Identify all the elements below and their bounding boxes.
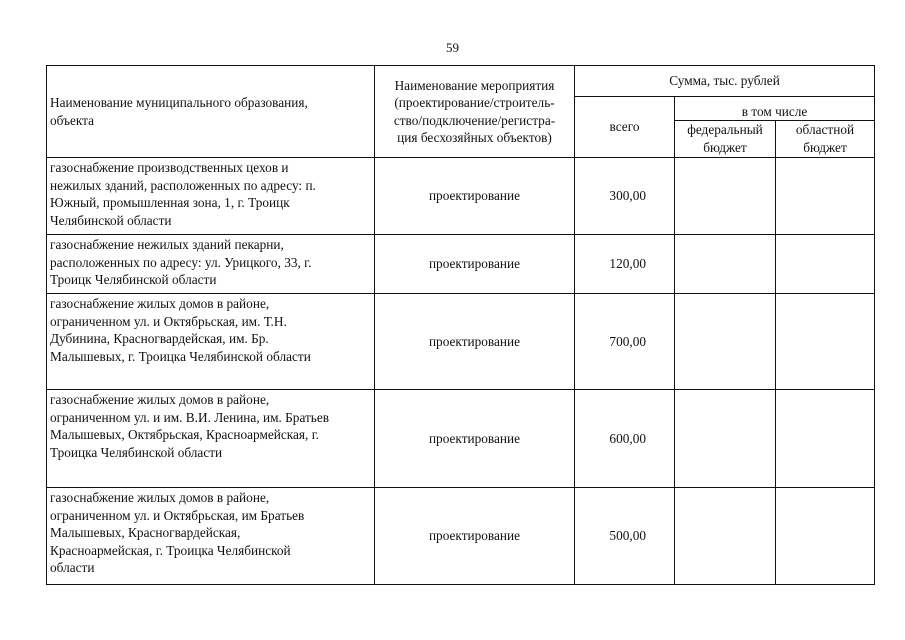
table-row (47, 390, 875, 488)
row-total: 500,00 (575, 488, 675, 585)
table-row (47, 158, 875, 235)
table-row (47, 488, 875, 585)
row-regional (776, 235, 875, 294)
row-federal (675, 158, 776, 235)
row-event: проектирование (375, 488, 575, 585)
row-object-name: газоснабжение жилых домов в районе, ограниченном ул. и Октябрьская, им Братьев Малышевых, Красногвардейская, Красноармейская, г. Троицка Челябинской области (47, 488, 375, 585)
header-total: всего (575, 97, 675, 158)
row-event: проектирование (375, 235, 575, 294)
row-object-name: газоснабжение производственных цехов и нежилых зданий, расположенных по адресу: п. Южный, промышленная зона, 1, г. Троицк Челябинской области (47, 158, 375, 235)
row-federal (675, 390, 776, 488)
row-event: проектирование (375, 390, 575, 488)
row-event: проектирование (375, 294, 575, 390)
row-object-name: газоснабжение жилых домов в районе, ограниченном ул. и Октябрьская, им. Т.Н. Дубинина, Красногвардейская, им. Бр. Малышевых, г. Троицка Челябинской области (47, 294, 375, 390)
row-total: 700,00 (575, 294, 675, 390)
row-object-name: газоснабжение жилых домов в районе, ограниченном ул. и им. В.И. Ленина, им. Братьев Малышевых, Октябрьская, Красноармейская, г. Троицка Челябинской области (47, 390, 375, 488)
row-federal (675, 235, 776, 294)
table-row (47, 294, 875, 390)
row-event: проектирование (375, 158, 575, 235)
row-object-name: газоснабжение нежилых зданий пекарни, расположенных по адресу: ул. Урицкого, 33, г. Троицк Челябинской области (47, 235, 375, 294)
row-total: 300,00 (575, 158, 675, 235)
row-total: 600,00 (575, 390, 675, 488)
row-federal (675, 294, 776, 390)
table-row (47, 235, 875, 294)
header-regional: областной бюджет (776, 121, 875, 158)
header-sum: Сумма, тыс. рублей (575, 66, 875, 97)
header-federal: федеральный бюджет (675, 121, 776, 158)
header-including: в том числе (675, 97, 875, 121)
row-regional (776, 158, 875, 235)
budget-table (46, 65, 875, 585)
page-number: 59 (446, 40, 459, 55)
row-federal (675, 488, 776, 585)
header-name: Наименование муниципального образования, объекта (47, 66, 375, 158)
row-regional (776, 390, 875, 488)
row-regional (776, 488, 875, 585)
row-total: 120,00 (575, 235, 675, 294)
row-regional (776, 294, 875, 390)
header-event: Наименование мероприятия (проектирование/строитель- ство/подключение/регистра- ция бесхозяйных объектов) (375, 66, 575, 158)
